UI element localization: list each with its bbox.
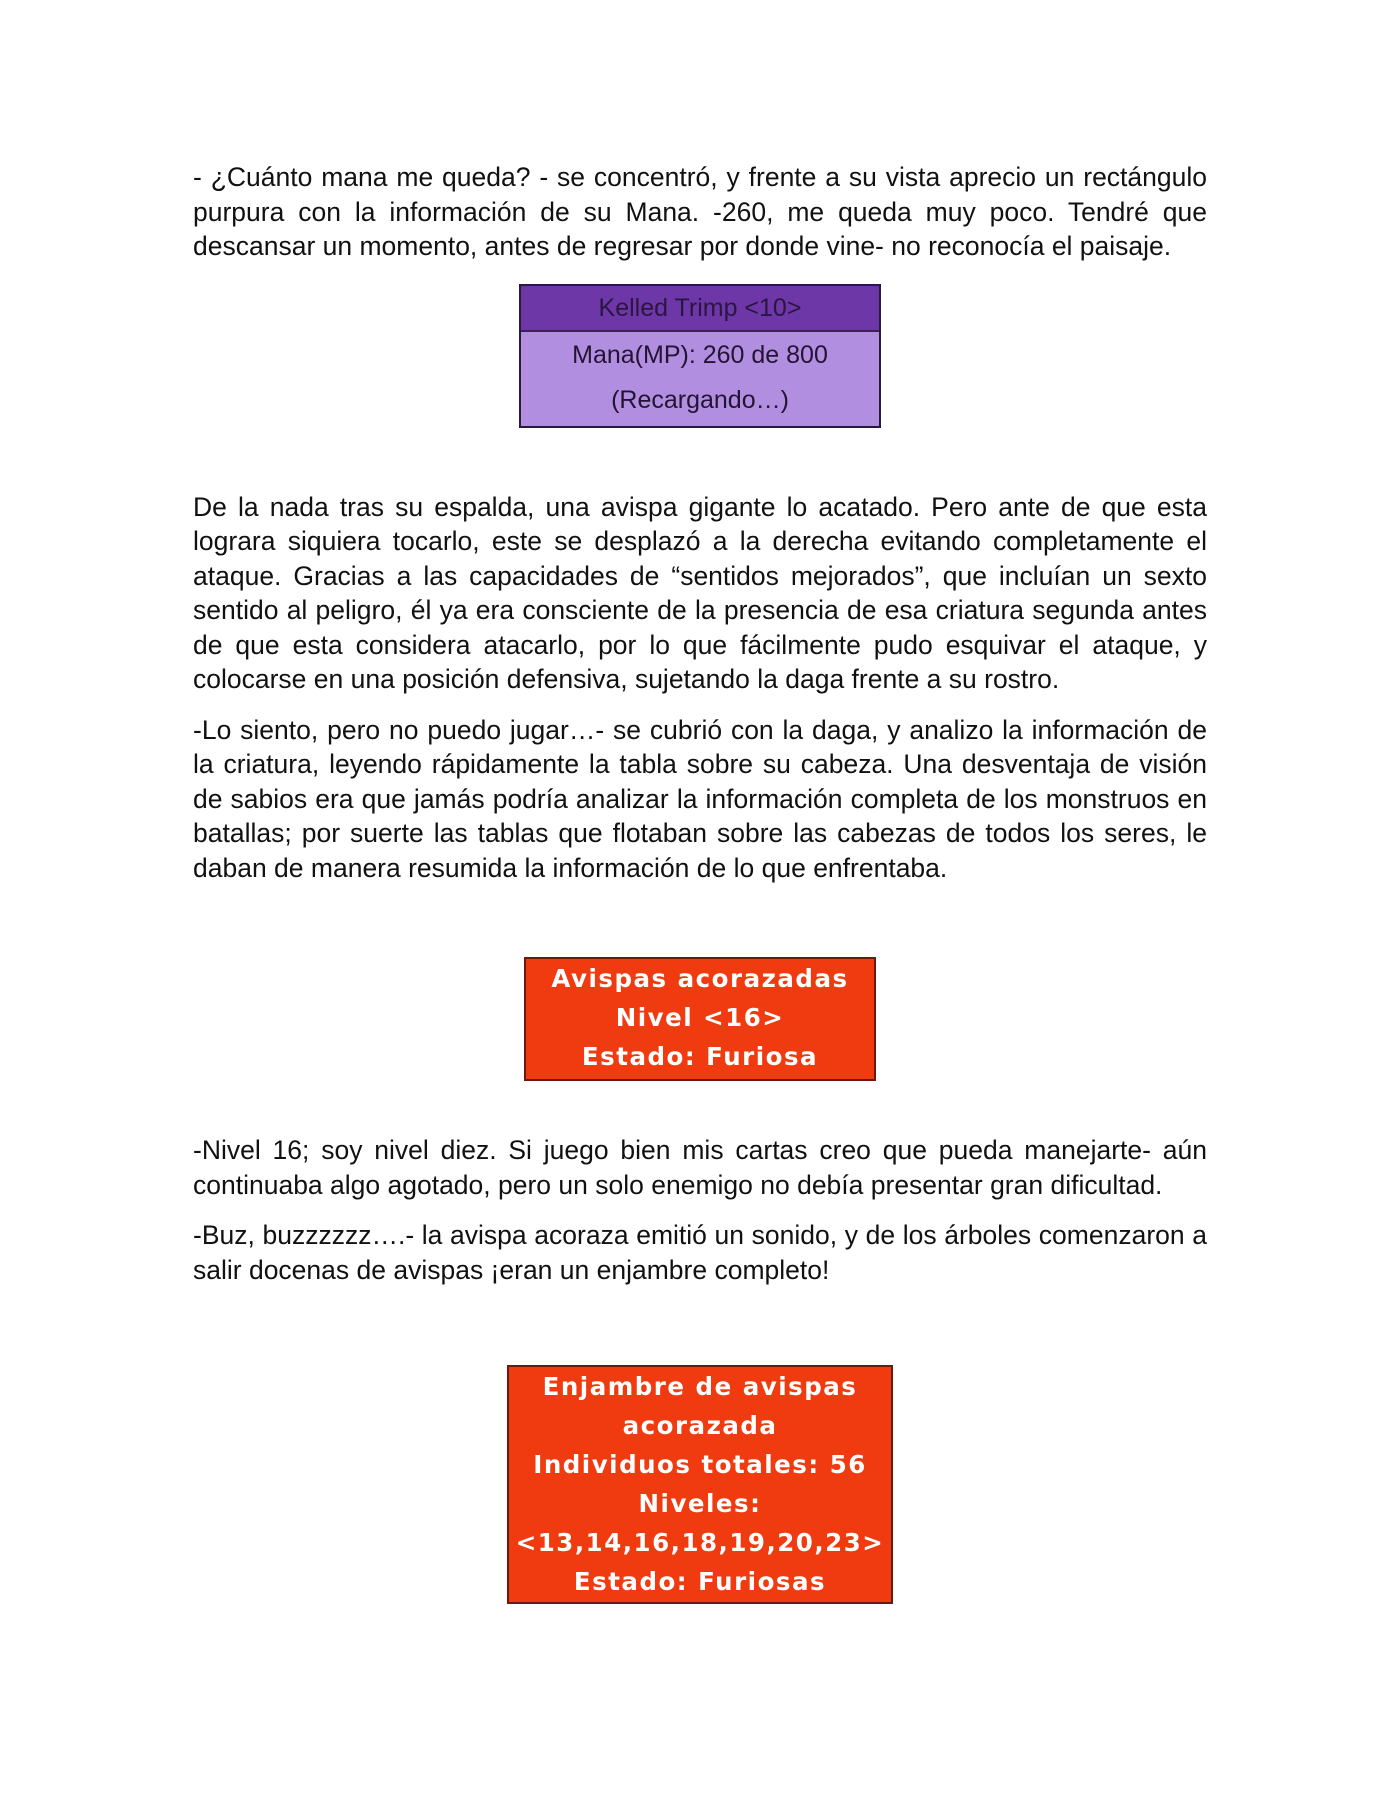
mana-status: (Recargando…) xyxy=(611,385,789,414)
wasp-status-box xyxy=(524,957,876,1081)
mana-box-wrapper xyxy=(193,264,1207,428)
mana-status-box xyxy=(519,284,881,428)
wasp-name: Avispas acorazadas xyxy=(551,964,849,993)
paragraph-4: -Nivel 16; soy nivel diez. Si juego bien mis cartas creo que pueda manejarte- aún continuaba algo agotado, pero un solo enemigo no debía presentar gran dificultad. xyxy=(193,1135,1207,1200)
wasp-level: Nivel <16> xyxy=(615,1003,785,1032)
wasp-box-wrapper xyxy=(193,957,1207,1081)
swarm-name-line-1: Enjambre de avispas xyxy=(542,1372,858,1401)
mana-box-body xyxy=(521,332,879,426)
mana-value: Mana(MP): 260 de 800 xyxy=(572,340,828,369)
swarm-name-line-2: acorazada xyxy=(622,1411,778,1440)
mana-box-title: Kelled Trimp <10> xyxy=(521,286,879,332)
paragraph-5: -Buz, buzzzzzz….- la avispa acoraza emitió un sonido, y de los árboles comenzaron a salir docenas de avispas ¡eran un enjambre completo! xyxy=(193,1220,1207,1285)
swarm-total: Individuos totales: 56 xyxy=(533,1450,867,1479)
swarm-levels-values: <13,14,16,18,19,20,23> xyxy=(515,1528,885,1557)
wasp-state: Estado: Furiosa xyxy=(581,1042,819,1071)
paragraph-1: - ¿Cuánto mana me queda? - se concentró, y frente a su vista aprecio un rectángulo purpura con la información de su Mana. -260, me queda muy poco. Tendré que descansar un momento, antes de regresar por donde vine- no reconocía el paisaje. xyxy=(193,162,1207,261)
document-page xyxy=(193,160,1207,1604)
swarm-levels-label: Niveles: xyxy=(638,1489,762,1518)
paragraph-2: De la nada tras su espalda, una avispa gigante lo acatado. Pero ante de que esta lograra siquiera tocarlo, este se desplazó a la derecha evitando completamente el ataque. Gracias a las capacidades de “sentidos mejorados”, que incluían un sexto sentido al peligro, él ya era consciente de la presencia de esa criatura segunda antes de que esta considera atacarlo, por lo que fácilmente pudo esquivar el ataque, y colocarse en una posición defensiva, sujetando la daga frente a su rostro. xyxy=(193,491,1207,694)
paragraph-3: -Lo siento, pero no puedo jugar…- se cubrió con la daga, y analizo la información de la criatura, leyendo rápidamente la tabla sobre su cabeza. Una desventaja de visión de sabios era que jamás podría analizar la información completa de los monstruos en batallas; por suerte las tablas que flotaban sobre las cabezas de todos los seres, le daban de manera resumida la información de lo que enfrentaba. xyxy=(193,714,1207,883)
swarm-status-box xyxy=(507,1365,893,1604)
swarm-state: Estado: Furiosas xyxy=(573,1567,827,1596)
swarm-box-wrapper xyxy=(193,1365,1207,1604)
